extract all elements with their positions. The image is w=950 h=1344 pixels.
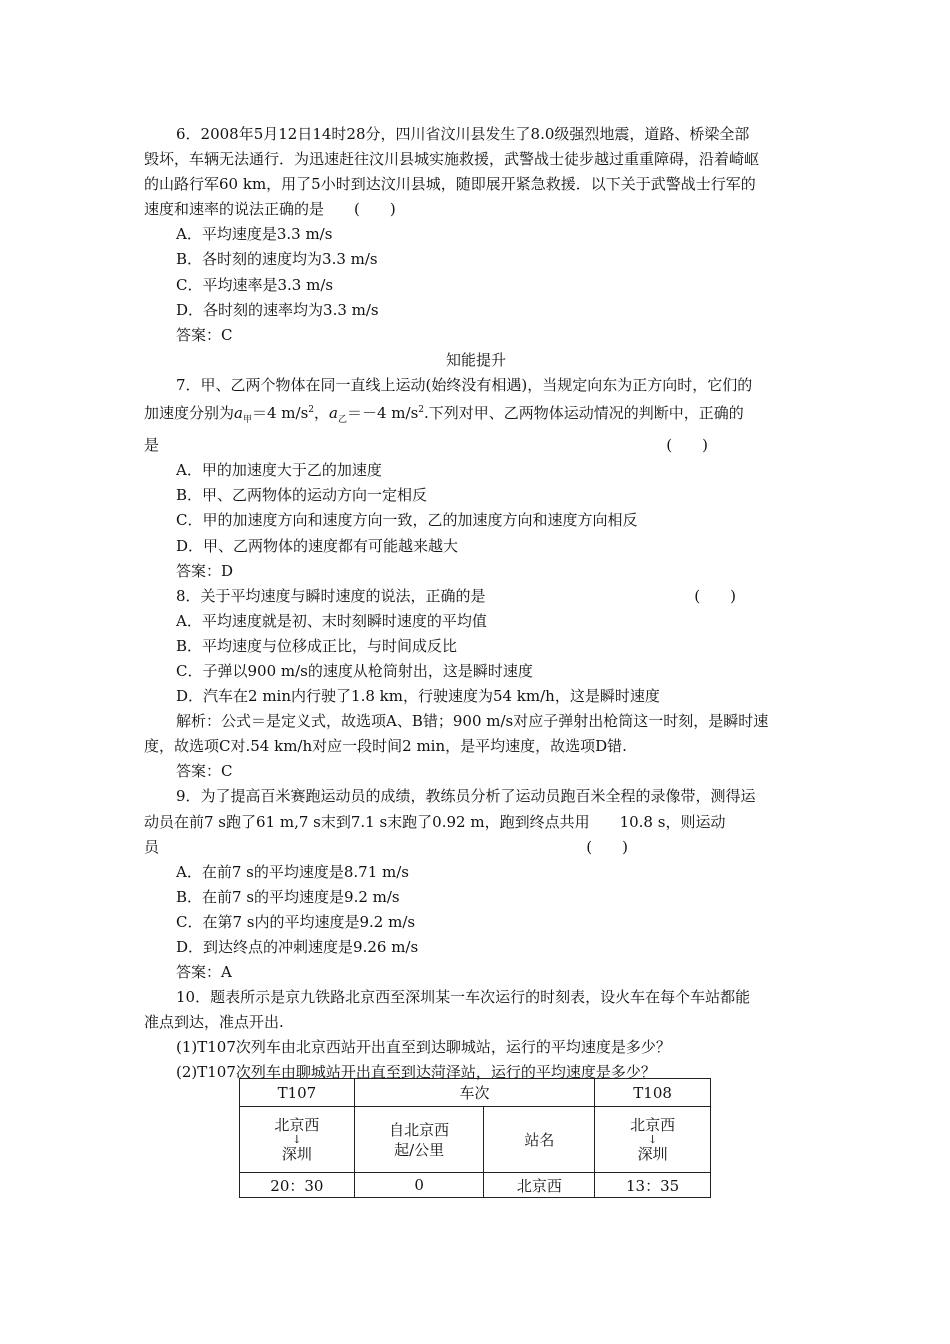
q7-text: ， xyxy=(314,404,330,423)
q8-analysis-line: 解析：公式＝是定义式，故选项A、B错；900 m/s对应子弹射出枪筒这一时刻，是瞬时速 xyxy=(176,712,769,731)
header-t108: T108 xyxy=(595,1079,711,1107)
q6-stem-line: 的山路行军60 km，用了5小时到达汶川县城，随即展开紧急救援．以下关于武警战士行军的 xyxy=(144,175,756,194)
answer-bracket: ( ) xyxy=(586,837,628,856)
q8-text: 8．关于平均速度与瞬时速度的说法，正确的是 xyxy=(176,586,486,605)
q9-option-d: D．到达终点的冲刺速度是9.26 m/s xyxy=(176,938,419,956)
q7-option-a: A．甲的加速度大于乙的加速度 xyxy=(176,461,382,480)
distance-header-line: 自北京西 xyxy=(389,1120,450,1139)
direction-cell-t108 xyxy=(595,1107,711,1173)
question-8 xyxy=(144,584,808,785)
station-header-cell: 站名 xyxy=(484,1107,595,1173)
arrow-down-icon: ↓ xyxy=(647,1133,658,1146)
question-10 xyxy=(144,985,808,1085)
superscript-2: 2 xyxy=(308,405,315,416)
q9-text: 员 xyxy=(144,837,160,856)
q7-stem-line: 7．甲、乙两个物体在同一直线上运动(始终没有相遇)，当规定向东为正方向时，它们的 xyxy=(176,375,753,394)
symbol-a: a xyxy=(234,404,243,423)
q7-text: 是 xyxy=(144,436,160,455)
document-body xyxy=(144,122,808,1086)
header-t107: T107 xyxy=(240,1079,355,1107)
table-row xyxy=(240,1107,711,1173)
q6-stem-line: 毁坏，车辆无法通行．为迅速赶往汶川县城实施救援，武警战士徒步越过重重障碍，沿着崎岖 xyxy=(144,150,760,169)
q7-option-b: B．甲、乙两物体的运动方向一定相反 xyxy=(176,486,428,505)
distance-km: 0 xyxy=(354,1173,484,1198)
table-row xyxy=(240,1173,711,1198)
q6-stem-line: 速度和速率的说法正确的是 ( ) xyxy=(144,200,396,219)
q8-analysis-line: 度，故选项C对.54 km/h对应一段时间2 min，是平均速度，故选项D错. xyxy=(144,737,627,756)
superscript-2: 2 xyxy=(418,405,425,416)
direction-to: 深圳 xyxy=(281,1145,312,1163)
q9-option-b: B．在前7 s的平均速度是9.2 m/s xyxy=(176,887,400,906)
q9-answer: 答案：A xyxy=(176,963,232,982)
q10-subquestion-2: (2)T107次列车由聊城站开出直至到达菏泽站，运行的平均速度是多少？ xyxy=(176,1063,656,1082)
arrow-down-icon: ↓ xyxy=(292,1133,302,1146)
time-t108: 13：35 xyxy=(595,1173,711,1198)
subscript-yi: 乙 xyxy=(337,415,347,426)
distance-header-cell xyxy=(354,1107,484,1173)
q6-option-a: A．平均速度是3.3 m/s xyxy=(176,225,333,244)
q6-option-b: B．各时刻的速度均为3.3 m/s xyxy=(176,250,378,269)
q7-text: 加速度分别为 xyxy=(144,404,235,423)
direction-to: 深圳 xyxy=(637,1145,668,1163)
q7-option-c: C．甲的加速度方向和速度方向一致，乙的加速度方向和速度方向相反 xyxy=(176,511,638,530)
q9-stem-line: 9．为了提高百米赛跑运动员的成绩，教练员分析了运动员跑百米全程的录像带，测得运 xyxy=(176,787,756,806)
q6-stem-line: 6．2008年5月12日14时28分，四川省汶川县发生了8.0级强烈地震，道路、桥梁全部 xyxy=(176,125,750,143)
header-train-number: 车次 xyxy=(354,1079,594,1107)
q7-text: .下列对甲、乙两物体运动情况的判断中，正确的 xyxy=(424,404,744,423)
question-6 xyxy=(144,122,808,348)
question-7 xyxy=(144,373,808,584)
q8-answer: 答案：C xyxy=(176,762,233,781)
q7-option-d: D．甲、乙两物体的速度都有可能越来越大 xyxy=(176,536,459,555)
q9-stem-line xyxy=(144,835,808,860)
q8-option-c: C．子弹以900 m/s的速度从枪筒射出，这是瞬时速度 xyxy=(176,661,533,680)
q7-text: ＝－4 m/s xyxy=(347,404,419,423)
answer-bracket: ( ) xyxy=(694,586,736,605)
q10-subquestion-1: (1)T107次列车由北京西站开出直至到达聊城站，运行的平均速度是多少？ xyxy=(176,1038,671,1057)
q6-option-d: D．各时刻的速率均为3.3 m/s xyxy=(176,300,379,319)
q7-stem-line xyxy=(144,433,808,458)
q8-stem-line xyxy=(144,584,808,609)
q10-stem-line: 准点到达，准点开出. xyxy=(144,1013,284,1032)
q9-option-c: C．在第7 s内的平均速度是9.2 m/s xyxy=(176,912,416,931)
station-name: 北京西 xyxy=(484,1173,595,1198)
direction-from: 北京西 xyxy=(274,1116,320,1134)
q9-option-a: A．在前7 s的平均速度是8.71 m/s xyxy=(176,862,409,881)
table-header-row xyxy=(240,1079,711,1107)
section-title: 知能提升 xyxy=(445,350,506,369)
q10-stem-line: 10．题表所示是京九铁路北京西至深圳某一车次运行的时刻表，设火车在每个车站都能 xyxy=(176,988,751,1007)
q6-option-c: C．平均速率是3.3 m/s xyxy=(176,275,334,294)
time-t107: 20：30 xyxy=(240,1173,355,1198)
subscript-jia: 甲 xyxy=(242,415,252,426)
question-9 xyxy=(144,784,808,985)
direction-cell-t107 xyxy=(240,1107,355,1173)
distance-header-line: 起/公里 xyxy=(394,1140,445,1159)
q7-text: ＝4 m/s xyxy=(251,404,309,423)
symbol-a: a xyxy=(329,404,338,423)
q8-option-a: A．平均速度就是初、末时刻瞬时速度的平均值 xyxy=(176,611,487,630)
q7-stem-line xyxy=(144,398,808,433)
train-timetable xyxy=(239,1078,711,1198)
direction-from: 北京西 xyxy=(630,1116,676,1134)
q8-option-b: B．平均速度与位移成正比，与时间成反比 xyxy=(176,636,458,655)
q9-stem-line: 动员在前7 s跑了61 m,7 s末到7.1 s末跑了0.92 m，跑到终点共用 10.8 s，则运动 xyxy=(144,812,726,831)
q8-option-d: D．汽车在2 min内行驶了1.8 km，行驶速度为54 km/h，这是瞬时速度 xyxy=(176,687,660,706)
q6-answer: 答案：C xyxy=(176,325,233,344)
q7-answer: 答案：D xyxy=(176,561,234,580)
answer-bracket: ( ) xyxy=(666,436,708,455)
